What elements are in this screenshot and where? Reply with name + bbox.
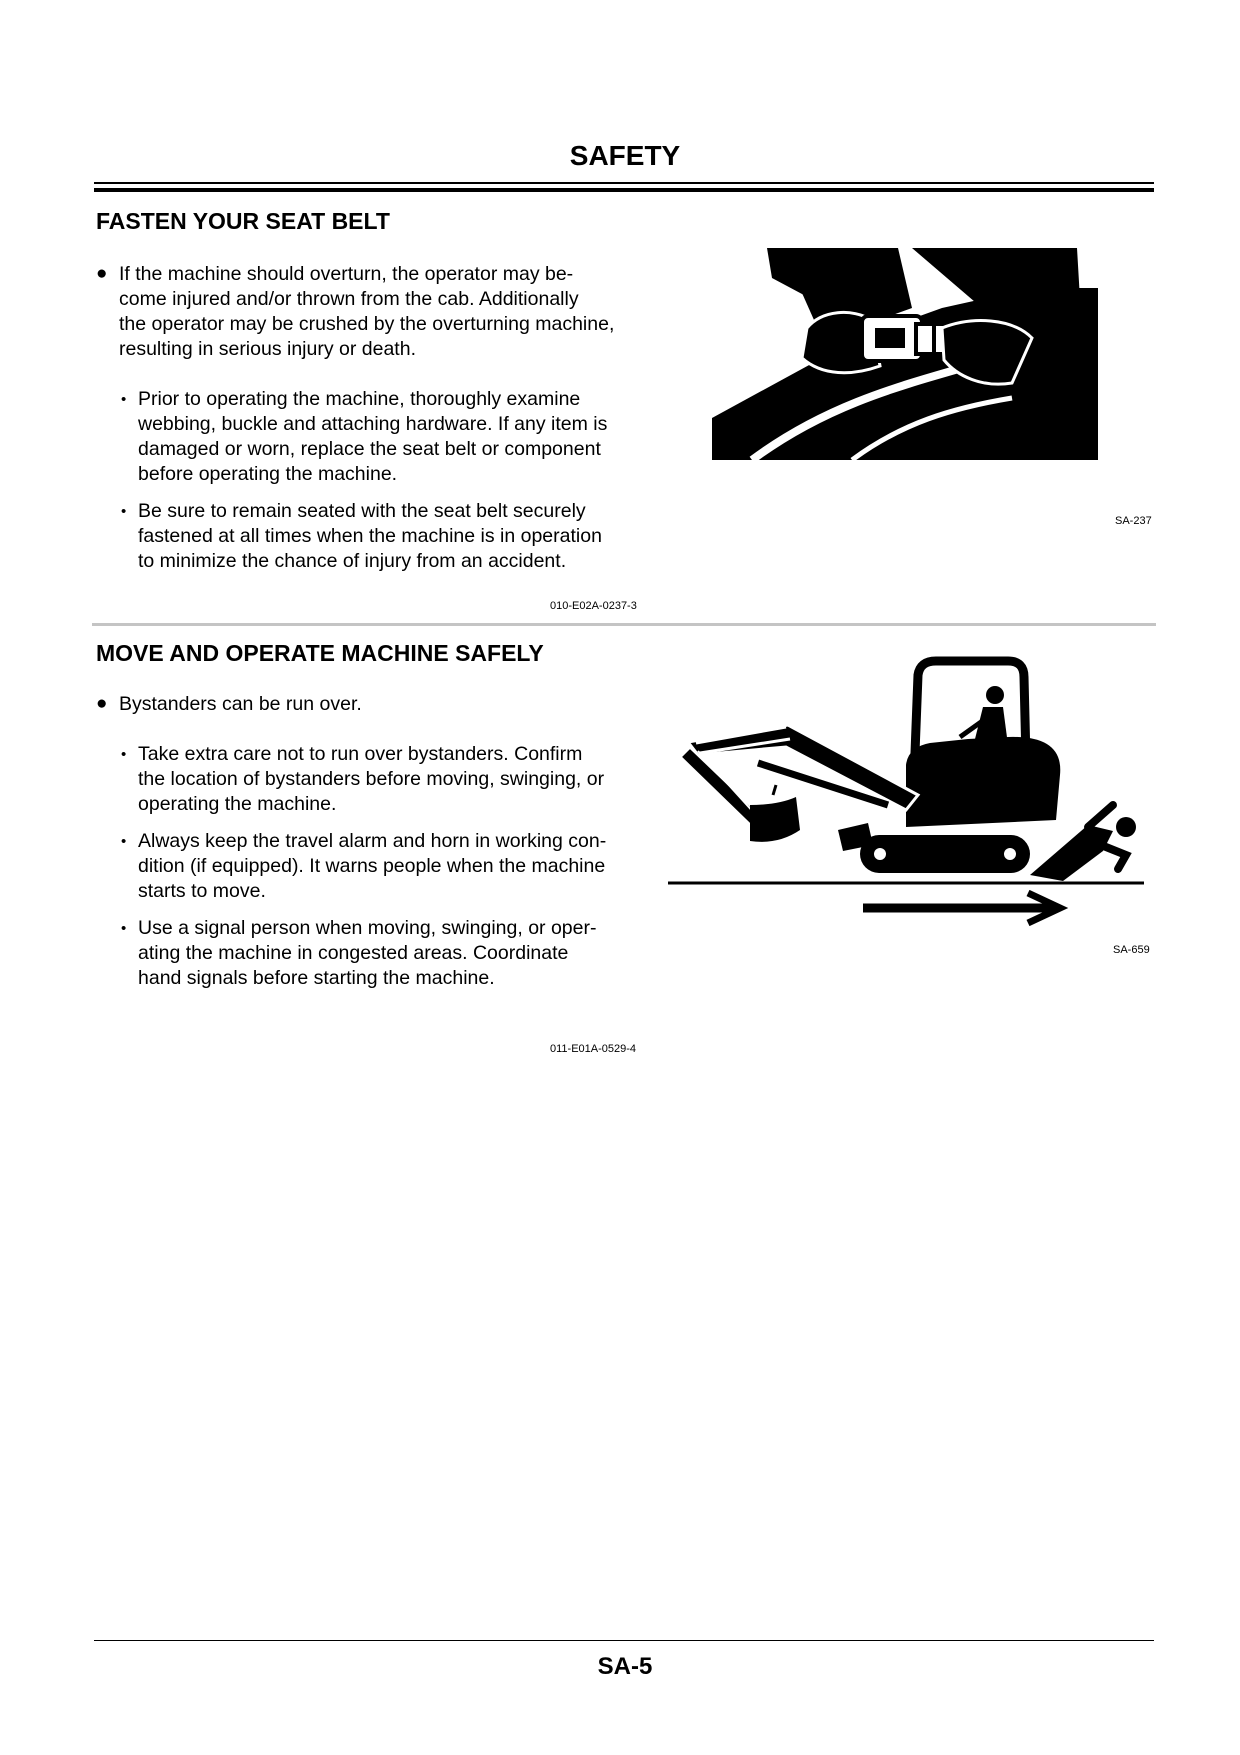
bullet-dot-icon: ●: [96, 693, 108, 714]
doc-ref: 011-E01A-0529-4: [550, 1043, 637, 1055]
section-body-seat-belt: [96, 262, 656, 574]
bullet-item: [96, 262, 656, 362]
bullet-text: Bystanders can be run over.: [119, 693, 362, 715]
sub-bullet-icon: •: [121, 920, 127, 937]
figure-label: SA-237: [1115, 515, 1152, 527]
seat-belt-buckle-illustration: [712, 248, 1098, 460]
header-rule-thick: [94, 188, 1154, 192]
doc-ref: 010-E02A-0237-3: [550, 600, 637, 612]
sub-bullet-icon: •: [121, 503, 127, 520]
sub-item-text: Take extra care not to run over bystanders. Confirm the location of bystanders before moving, swinging, or operating the machine.: [138, 743, 605, 815]
bullet-dot-icon: ●: [96, 263, 108, 284]
section-body-move-operate: [96, 692, 656, 991]
page-number: SA-5: [597, 1653, 653, 1680]
page-title: SAFETY: [569, 140, 681, 171]
sub-item: [121, 829, 656, 904]
header-rule-thin: [94, 182, 1154, 184]
sub-item: [121, 499, 656, 574]
sub-bullet-icon: •: [121, 746, 127, 763]
sub-item-text: Use a signal person when moving, swinging, or oper- ating the machine in congested areas. Coordinate hand signals before starting the machine.: [138, 917, 597, 989]
sub-item: [121, 916, 656, 991]
bullet-text: If the machine should overturn, the operator may be- come injured and/or thrown from the cab. Additionally the operator may be crushed by the overturning machine, resulting in serious injury or death.: [119, 263, 615, 360]
section-title-seat-belt: FASTEN YOUR SEAT BELT: [96, 208, 390, 234]
sub-item-text: Always keep the travel alarm and horn in working con- dition (if equipped). It warns people when the machine starts to move.: [138, 830, 607, 902]
excavator-running-over-person-illustration: [668, 655, 1146, 930]
sub-item-text: Be sure to remain seated with the seat belt securely fastened at all times when the machine is in operation to minimize the chance of injury from an accident.: [138, 500, 602, 572]
figure-label: SA-659: [1113, 944, 1150, 956]
section-divider: [92, 623, 1156, 626]
sub-item-text: Prior to operating the machine, thoroughly examine webbing, buckle and attaching hardware. If any item is damaged or worn, replace the seat belt or component before operating the machine.: [138, 388, 608, 485]
footer-rule: [94, 1640, 1154, 1641]
sub-bullet-icon: •: [121, 391, 127, 408]
sub-item: [121, 742, 656, 817]
sub-item: [121, 387, 656, 487]
sub-bullet-icon: •: [121, 833, 127, 850]
bullet-item: [96, 692, 656, 717]
section-title-move-operate: MOVE AND OPERATE MACHINE SAFELY: [96, 640, 544, 666]
